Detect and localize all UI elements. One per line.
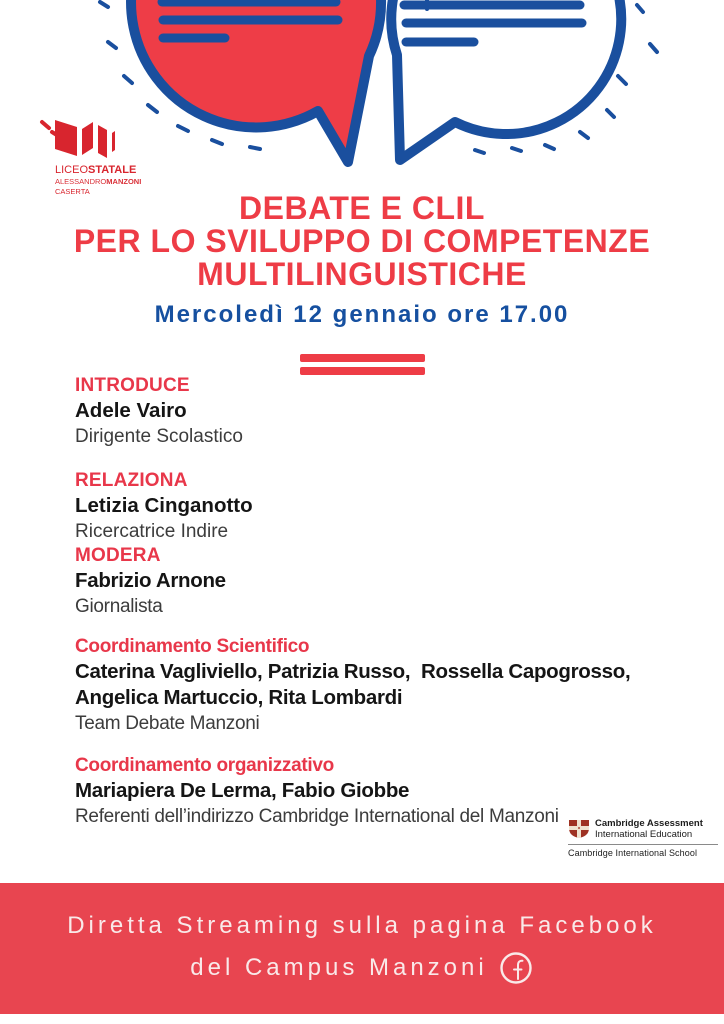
cambridge-shield-icon [568, 819, 590, 839]
cambridge-line2: International Education [595, 829, 693, 840]
team-names-line2: Angelica Martuccio, Rita Lombardi [75, 686, 403, 709]
section-header: Coordinamento Scientifico [75, 636, 310, 657]
section-header: Coordinamento organizzativo [75, 755, 334, 776]
speaker-name: Letizia Cinganotto [75, 494, 253, 517]
facebook-banner [0, 883, 724, 1014]
school-logo [55, 118, 185, 196]
team-role: Team Debate Manzoni [75, 713, 260, 734]
divider-bars [300, 354, 425, 375]
banner-line2: del Campus Manzoni [190, 953, 488, 981]
section-introduce [75, 374, 660, 449]
cambridge-line1: Cambridge Assessment [595, 818, 703, 829]
section-header: INTRODUCE [75, 375, 190, 396]
section-relaziona [75, 469, 660, 544]
event-datetime: Mercoledì 12 gennaio ore 17.00 [154, 301, 570, 328]
team-names: Mariapiera De Lerma, Fabio Giobbe [75, 779, 410, 802]
speaker-name: Adele Vairo [75, 399, 187, 422]
event-title-line2: PER LO SVILUPPO DI COMPETENZE [73, 223, 651, 259]
speaker-role: Dirigente Scolastico [75, 426, 243, 447]
facebook-icon [498, 950, 534, 986]
cambridge-school-label: Cambridge International School [568, 848, 698, 858]
event-title-line1: DEBATE E CLIL [239, 190, 485, 226]
event-title [0, 192, 724, 291]
section-coordinamento-scientifico [75, 635, 660, 736]
event-title-line3: MULTILINGUISTICHE [197, 256, 527, 292]
cambridge-wordmark [595, 818, 703, 840]
divider-bar [300, 354, 425, 362]
banner-line1: Diretta Streaming sulla pagina Facebook [67, 911, 657, 939]
school-name-2: ALESSANDROMANZONI [55, 177, 142, 186]
team-names-line1: Caterina Vagliviello, Patrizia Russo, Rossella Capogrosso, [75, 660, 631, 683]
speaker-role: Giornalista [75, 596, 163, 617]
school-name: LICEOSTATALE [55, 164, 137, 176]
school-logo-mark-icon [55, 118, 131, 160]
speaker-name: Fabrizio Arnone [75, 569, 226, 592]
section-header: RELAZIONA [75, 470, 188, 491]
school-city: CASERTA [55, 187, 90, 196]
team-role: Referenti dell’indirizzo Cambridge International del Manzoni [75, 806, 559, 827]
cambridge-logo [568, 818, 718, 858]
section-header: MODERA [75, 545, 161, 566]
section-modera [75, 544, 660, 619]
speaker-role: Ricercatrice Indire [75, 521, 229, 542]
program-sections [75, 374, 660, 829]
